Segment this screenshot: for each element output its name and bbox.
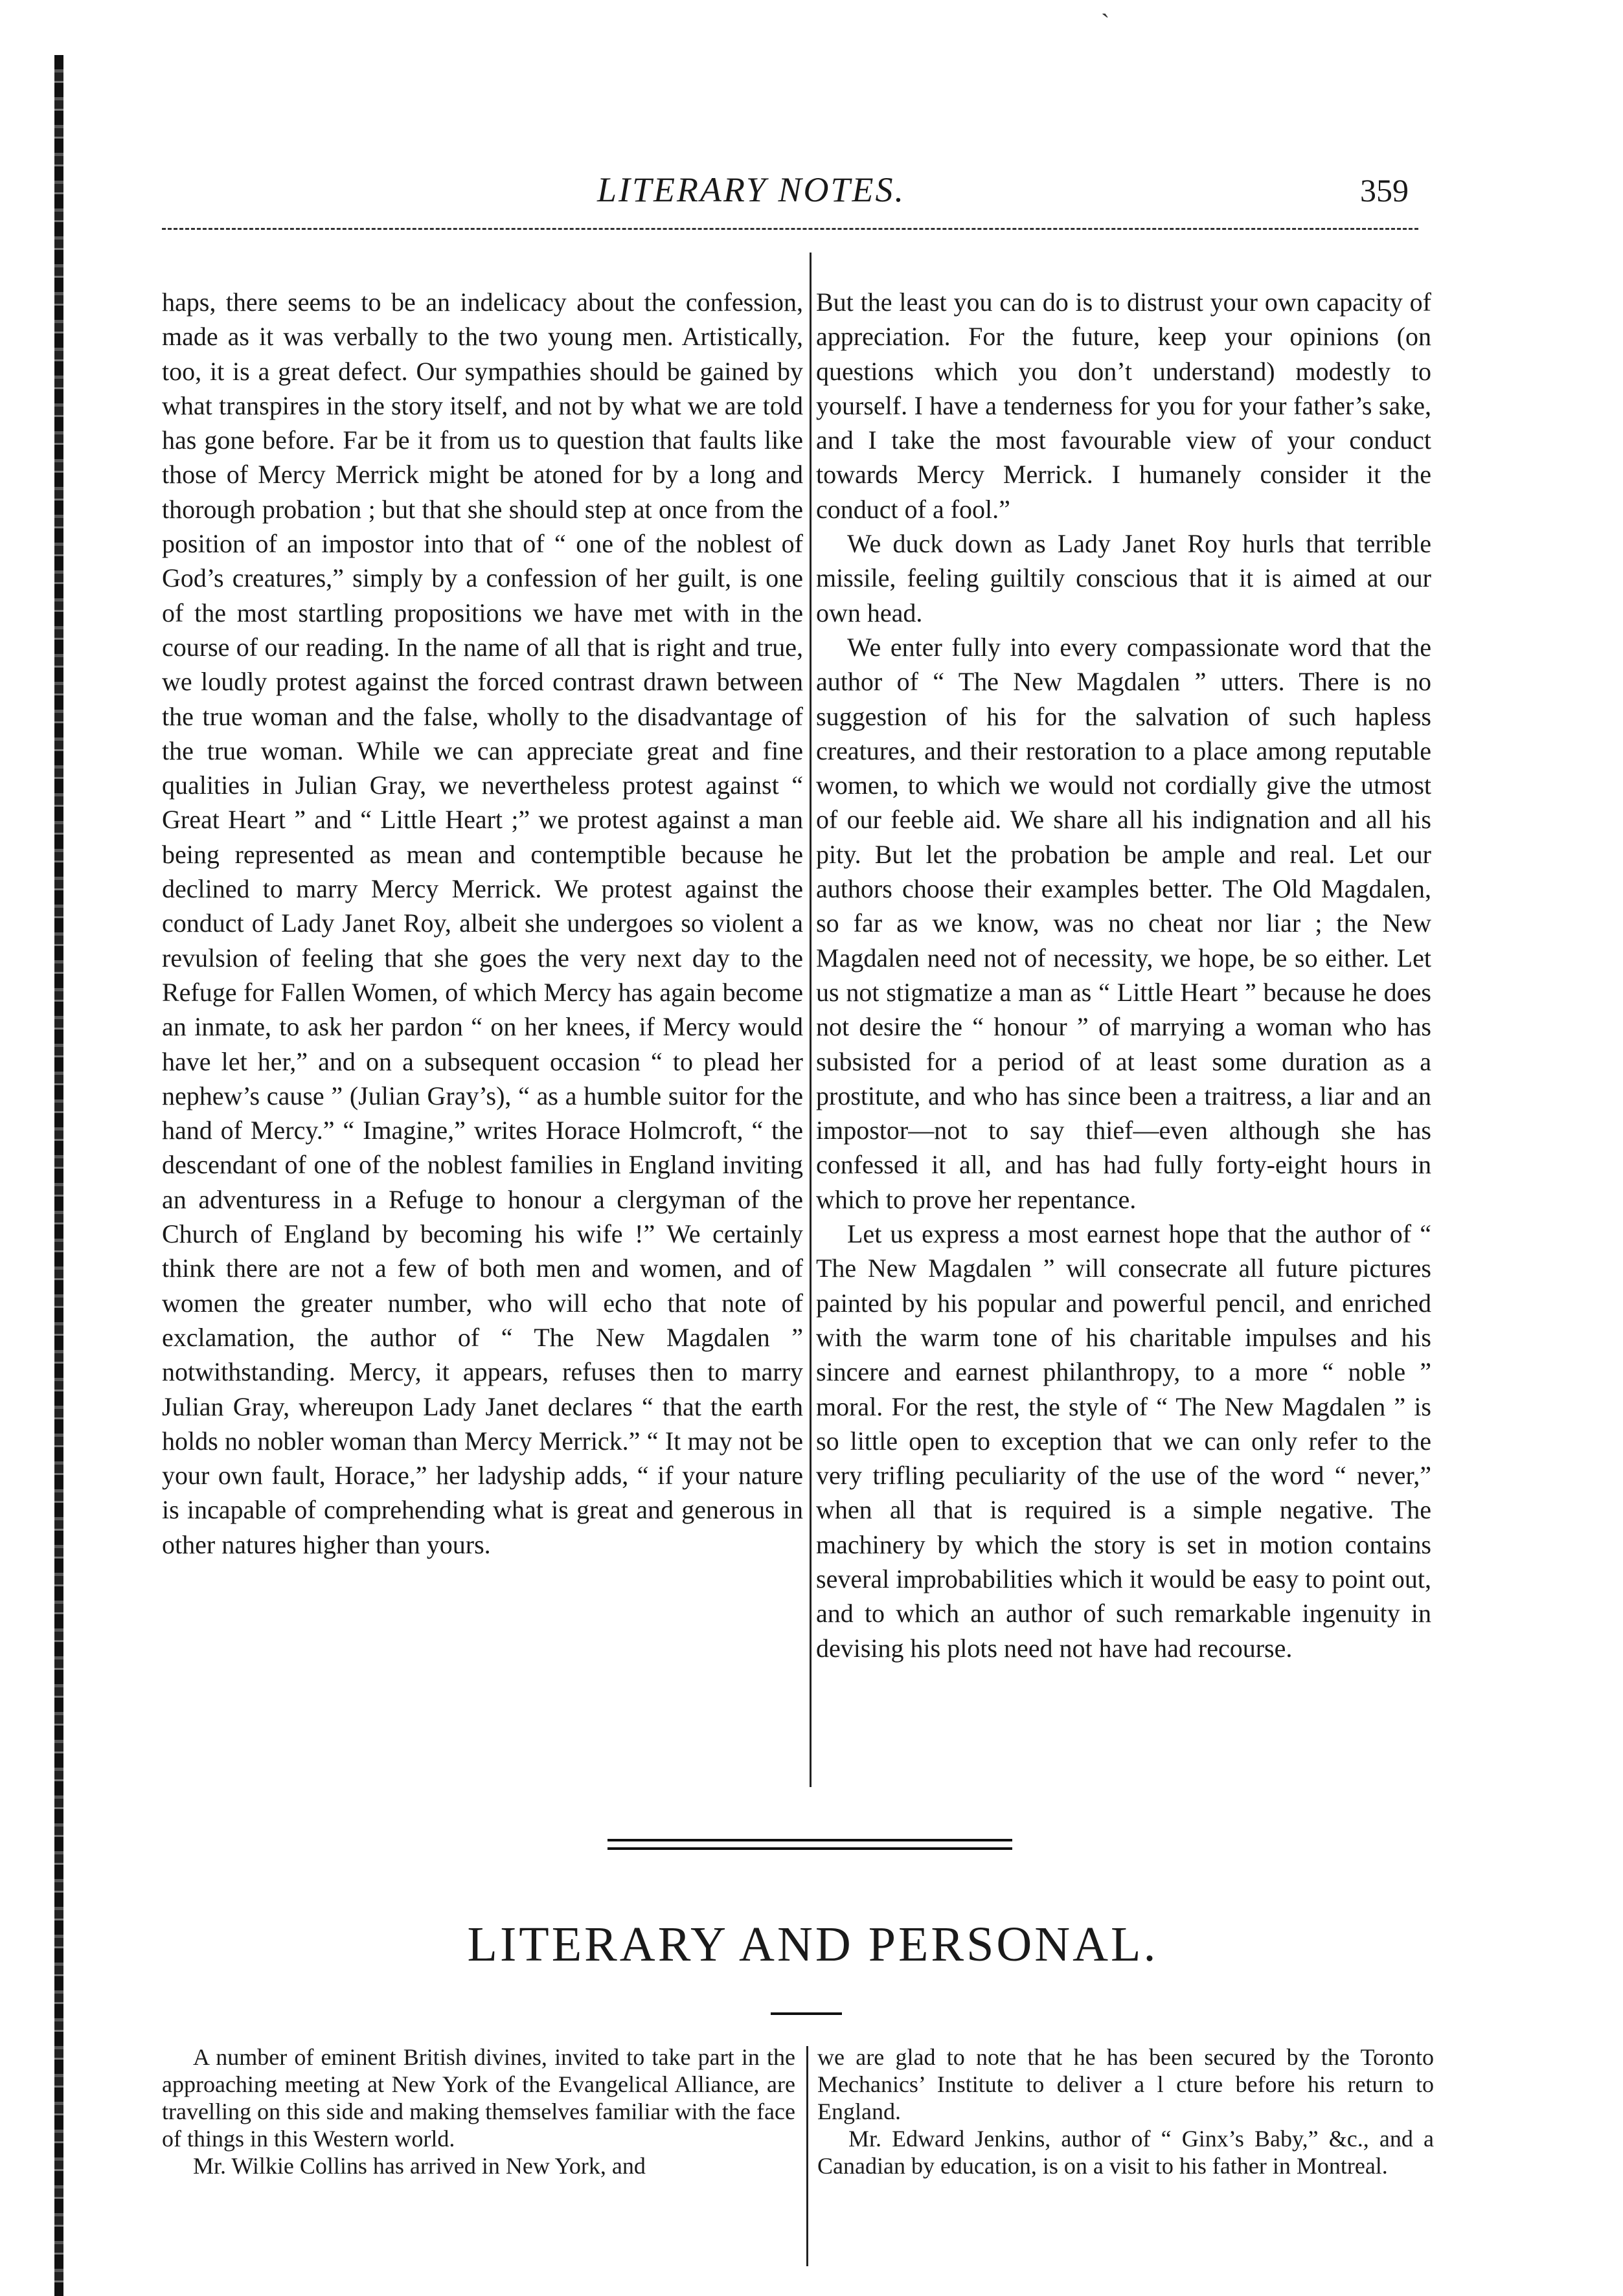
scan-mark: ` [1101, 8, 1110, 38]
paragraph: haps, there seems to be an indelicacy about the confession, made as it was verbally to the two young men. Artistically, too, it is a great defect. Our sympathies should be gained by what transpires in the story itself, and not by what we are told has gone before. Far be it from us to question that faults like those of Mercy Merrick might be atoned for by a long and thorough probation ; but that she should step at once from the position of an impostor into that of “ one of the noblest of God’s creatures,” simply by a confession of her guilt, is one of the most startling propositions we have met with in the course of our reading. In the name of all that is right and true, we loudly protest against the forced contrast drawn between the true woman and the false, wholly to the disadvantage of the true woman. While we can appreciate great and fine qualities in Julian Gray, we nevertheless protest against “ Great Heart ” and “ Little Heart ;” we protest against a man being represented as mean and contemptible because he declined to marry Mercy Merrick. We protest against the conduct of Lady Janet Roy, albeit she undergoes so violent a revulsion of feeling that she goes the very next day to the Refuge for Fallen Women, of which Mercy has again become an inmate, to ask her pardon “ on her knees, if Mercy would have let her,” and on a subsequent occasion “ to plead her nephew’s cause ” (Julian Gray’s), “ as a humble suitor for the hand of Mercy.” “ Imagine,” writes Horace Holmcroft, “ the descendant of one of the noblest families in England inviting an adventuress in a Refuge to honour a clergyman of the Church of England by becoming his wife !” We certainly think there are not a few of both men and women, and of women the greater number, who will echo that note of exclamation, the author of “ The New Magdalen ” notwithstanding. Mercy, it appears, refuses then to marry Julian Gray, whereupon Lady Janet declares “ that the earth holds no nobler woman than Mercy Merrick.” “ It may not be your own fault, Horace,” her ladyship adds, “ if your nature is incapable of comprehending what is great and generous in other natures higher than yours. [162, 287, 803, 1559]
paragraph: We enter fully into every compassionate word that the author of “ The New Magdalen ” utters. There is no suggestion of his for the salvation of such hapless creatures, and their restoration to a place among reputable women, to which we would not cordially give the utmost of our feeble aid. We share all his indignation and all his pity. But let the probation be ample and real. Let our authors choose their examples better. The Old Magdalen, so far as we know, was no cheat nor liar ; the New Magdalen need not of necessity, we hope, be so either. Let us not stigmatize a man as “ Little Heart ” because he does not desire the “ honour ” of marrying a woman who has subsisted for a period of at least some duration as a prostitute, and who has since been a traitress, a liar and an impostor—not to say thief—even although she has confessed it all, and has had fully forty-eight hours in which to prove her repentance. [816, 632, 1431, 1214]
section-divider-rule [607, 1839, 1012, 1841]
section-title: LITERARY AND PERSONAL. [467, 1917, 1159, 1972]
binding-edge [54, 55, 63, 2296]
header-rule [162, 228, 1418, 230]
paragraph: Mr. Edward Jenkins, author of “ Ginx’s Baby,” &c., and a Canadian by education, is on a visit to his father in Montreal. [817, 2126, 1434, 2179]
title-underline [771, 2012, 842, 2015]
paragraph: But the least you can do is to distrust your own capacity of appreciation. For the future, keep your opinions (on questions which you don’t understand) modestly to yourself. I have a tenderness for you for your father’s sake, and I take the most favourable view of your conduct towards Mercy Merrick. I humanely consider it the conduct of a fool.” [816, 287, 1431, 524]
literary-notes-right-column [816, 285, 1431, 1665]
running-title: LITERARY NOTES. [596, 170, 906, 209]
paragraph: Mr. Wilkie Collins has arrived in New York, and [193, 2153, 646, 2179]
column-divider [810, 253, 812, 1787]
paragraph: Let us express a most earnest hope that the author of “ The New Magdalen ” will consecrate all future pictures painted by his popular and powerful pencil, and enriched with the warm tone of his charitable impulses and his sincere and earnest philanthropy, to a more “ noble ” moral. For the rest, the style of “ The New Magdalen ” is so little open to exception that we can only refer to the very trifling peculiarity of the use of the word “ never,” when all that is required is a simple negative. The machinery by which the story is set in motion contains several improbabilities which it would be easy to point out, and to which an author of such remarkable ingenuity in devising his plots need not have had recourse. [816, 1219, 1431, 1663]
literary-personal-left-column [162, 2043, 795, 2179]
binding-margin [0, 0, 60, 2296]
literary-notes-left-column [162, 285, 803, 1562]
section-divider-rule [607, 1847, 1012, 1850]
paragraph: We duck down as Lady Janet Roy hurls that terrible missile, feeling guiltily conscious that it is aimed at our own head. [816, 529, 1431, 627]
page-number: 359 [1360, 172, 1409, 208]
column-divider [806, 2046, 808, 2266]
paragraph: A number of eminent British divines, invited to take part in the approaching meeting at New York of the Evangelical Alliance, are travelling on this side and making themselves familiar with the face of things in this Western world. [162, 2044, 795, 2152]
literary-personal-right-column [817, 2043, 1434, 2179]
paragraph: we are glad to note that he has been secured by the Toronto Mechanics’ Institute to deliver a l cture before his return to England. [817, 2044, 1434, 2124]
